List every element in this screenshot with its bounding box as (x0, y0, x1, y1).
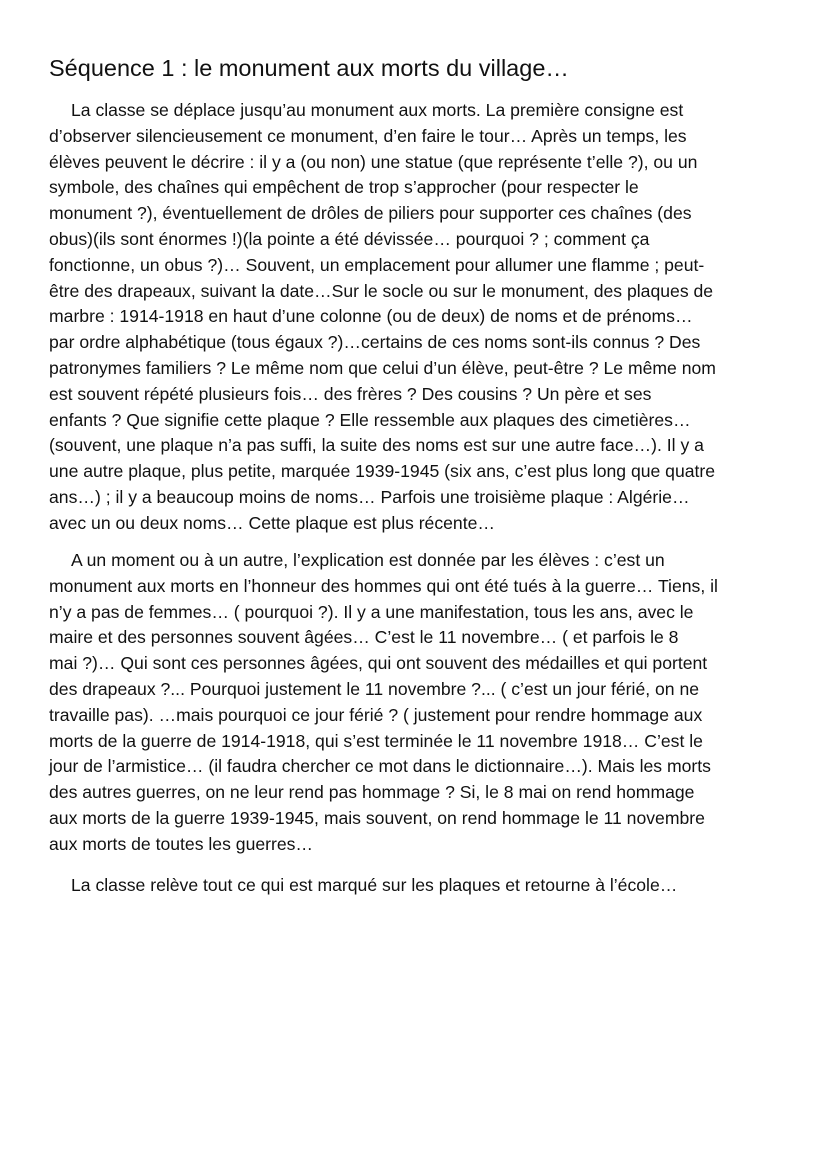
page-title: Séquence 1 : le monument aux morts du village… (49, 55, 569, 81)
text-line: aux morts de la guerre 1939-1945, mais souvent, on rend hommage le 11 novembre (49, 807, 705, 828)
text-line: patronymes familiers ? Le même nom que celui d’un élève, peut-être ? Le même nom (49, 357, 716, 378)
paragraph-explanation (49, 548, 789, 858)
text-line: La classe se déplace jusqu’au monument aux morts. La première consigne est (71, 100, 684, 120)
text-line: enfants ? Que signifie cette plaque ? Elle ressemble aux plaques des cimetières… (49, 409, 691, 430)
text-line: avec un ou deux noms… Cette plaque est plus récente… (49, 512, 495, 533)
paragraph-description (49, 98, 789, 537)
text-line: ans…) ; il y a beaucoup moins de noms… Parfois une troisième plaque : Algérie… (49, 486, 690, 507)
text-line: La classe relève tout ce qui est marqué sur les plaques et retourne à l’école… (71, 875, 678, 895)
text-line: fonctionne, un obus ?)… Souvent, un emplacement pour allumer une flamme ; peut- (49, 254, 705, 275)
text-line: une autre plaque, plus petite, marquée 1939-1945 (six ans, c’est plus long que quatre (49, 461, 716, 482)
text-line: des drapeaux ?... Pourquoi justement le 11 novembre ?... ( c’est un jour férié, on ne (49, 678, 700, 699)
text-line: marbre : 1914-1918 en haut d’une colonne (ou de deux) de noms et de prénoms… (49, 306, 693, 327)
text-line: monument aux morts en l’honneur des hommes qui ont été tués à la guerre… Tiens, il (49, 575, 718, 596)
text-line: morts de la guerre de 1914-1918, qui s’est terminée le 11 novembre 1918… C’est le (49, 730, 703, 751)
text-line: des autres guerres, on ne leur rend pas hommage ? Si, le 8 mai on rend hommage (49, 782, 695, 803)
text-line: est souvent répété plusieurs fois… des frères ? Des cousins ? Un père et ses (49, 383, 652, 404)
text-line: élèves peuvent le décrire : il y a (ou non) une statue (que représente t’elle ?), ou un (49, 151, 698, 172)
text-line: d’observer silencieusement ce monument, d’en faire le tour… Après un temps, les (49, 125, 687, 146)
text-line: jour de l’armistice… (il faudra chercher ce mot dans le dictionnaire…). Mais les morts (49, 756, 711, 777)
text-line: par ordre alphabétique (tous égaux ?)…certains de ces noms sont-ils connus ? Des (49, 332, 701, 353)
text-line: aux morts de toutes les guerres… (49, 833, 314, 854)
text-line: (souvent, une plaque n’a pas suffi, la suite des noms est sur une autre face…). Il y a (49, 435, 704, 456)
text-line: symbole, des chaînes qui empêchent de trop s’approcher (pour respecter le (49, 177, 639, 198)
text-line: monument ?), éventuellement de drôles de piliers pour supporter ces chaînes (des (49, 203, 692, 224)
text-line: travaille pas). …mais pourquoi ce jour férié ? ( justement pour rendre hommage aux (49, 704, 703, 725)
paragraph-conclusion (49, 873, 789, 899)
text-line: mai ?)… Qui sont ces personnes âgées, qui ont souvent des médailles et qui portent (49, 653, 708, 674)
text-line: maire et des personnes souvent âgées… C’est le 11 novembre… ( et parfois le 8 (49, 627, 679, 648)
text-line: n’y a pas de femmes… ( pourquoi ?). Il y a une manifestation, tous les ans, avec le (49, 601, 694, 622)
text-line: être des drapeaux, suivant la date…Sur le socle ou sur le monument, des plaques de (49, 280, 714, 301)
text-line: A un moment ou à un autre, l’explication est donnée par les élèves : c’est un (71, 550, 665, 570)
text-line: obus)(ils sont énormes !)(la pointe a été dévissée… pourquoi ? ; comment ça (49, 228, 650, 249)
